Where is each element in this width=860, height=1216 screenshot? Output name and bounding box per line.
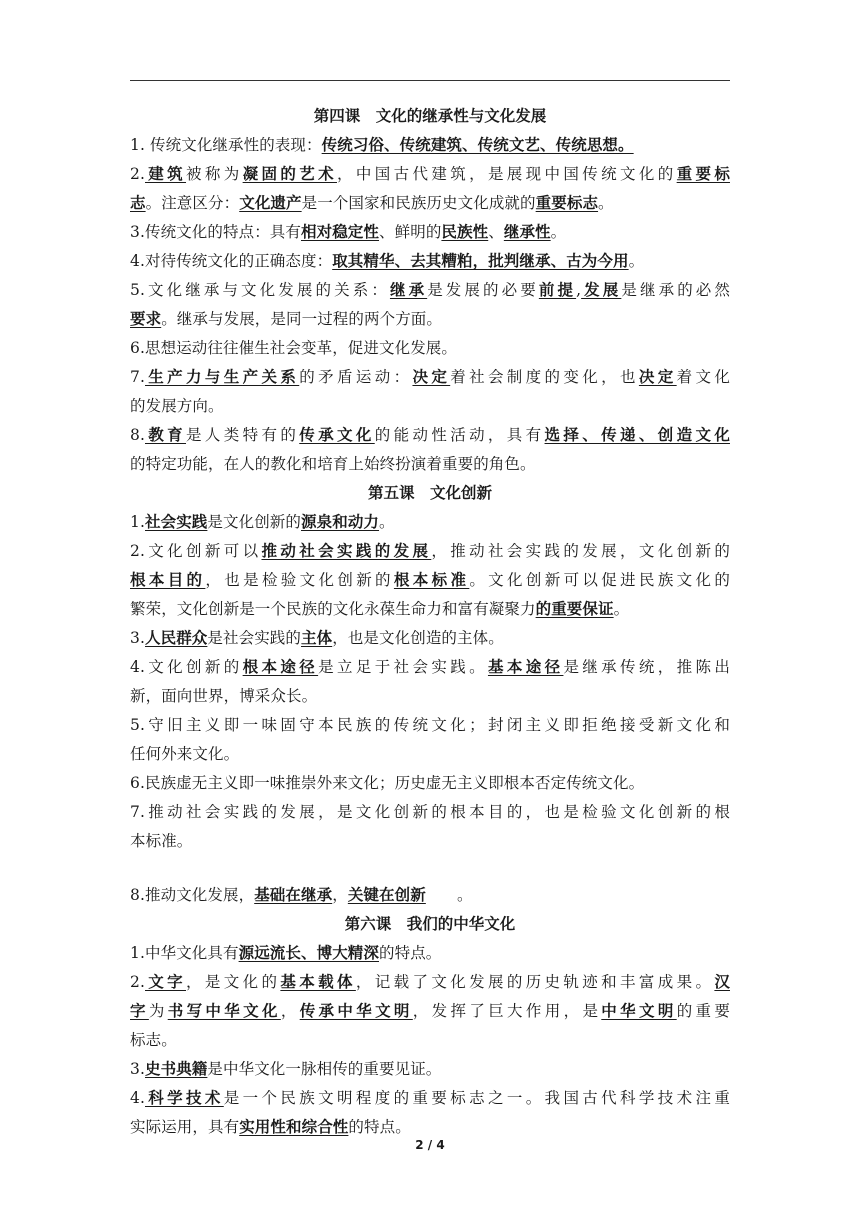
- key-term: 生产力与生产关系: [145, 368, 300, 386]
- body-text: 8.推动文化发展，: [130, 886, 255, 904]
- body-text: 7.推动社会实践的发展，是文化创新的根本目的，也是检验文化创新的根: [130, 803, 730, 821]
- key-term: 史书典籍: [145, 1060, 208, 1078]
- lesson-title: 第六课 我们的中华文化: [344, 915, 516, 933]
- key-term: 基本途径: [487, 658, 564, 676]
- body-text: 本标准。: [130, 832, 193, 850]
- body-text: 的特定功能，在人的教化和培育上始终扮演着重要的角色。: [130, 455, 536, 473]
- body-text: 是一个国家和民族历史文化成就的: [301, 194, 536, 212]
- body-text: 的能动性活动，具有: [374, 426, 545, 444]
- text-line: [130, 363, 730, 392]
- body-text: 是文化创新的: [207, 513, 302, 531]
- body-text: 。注意区分：: [145, 194, 240, 212]
- lesson-title: 第四课 文化的继承性与文化发展: [313, 107, 547, 125]
- body-text: 7.: [130, 368, 145, 386]
- body-text: 任何外来文化。: [130, 745, 240, 763]
- page-number: 2 / 4: [415, 1138, 445, 1152]
- blank-line: [130, 856, 730, 881]
- key-term: 决定: [412, 368, 451, 386]
- text-line: [130, 305, 730, 334]
- body-text: 4.: [130, 1089, 145, 1107]
- body-text: ，: [332, 886, 348, 904]
- body-text: 。文化创新可以促进民族文化的: [469, 571, 730, 589]
- body-text: 。: [628, 252, 645, 270]
- lesson-title: 第五课 文化创新: [367, 484, 492, 502]
- text-line: [130, 1084, 730, 1113]
- key-term: 的重要保证: [535, 600, 614, 618]
- body-text: 3.传统文化的特点：具有: [130, 223, 301, 241]
- body-text: 。继承与发展，是同一过程的两个方面。: [161, 310, 443, 328]
- key-term: 传统习俗、传统建筑、传统文艺、传统思想。: [321, 136, 634, 154]
- body-text: 2.: [130, 973, 145, 991]
- body-text: 1. 传统文化继承性的表现：: [130, 136, 322, 154]
- body-text: 6.思想运动往往催生社会变革，促进文化发展。: [130, 339, 457, 357]
- key-term: 汉: [714, 973, 730, 991]
- text-line: [130, 881, 730, 910]
- key-term: 继承: [389, 281, 428, 299]
- text-line: [130, 798, 730, 827]
- text-line: [130, 276, 730, 305]
- body-text: 是一个民族文明程度的重要标志之一。我国古代科学技术注重: [223, 1089, 730, 1107]
- text-line: [130, 624, 730, 653]
- text-line: [130, 1055, 730, 1084]
- body-text: ，也是检验文化创新的: [205, 571, 394, 589]
- text-line: [130, 711, 730, 740]
- body-text: ，记载了文化发展的历史轨迹和丰富成果。: [355, 973, 715, 991]
- key-term: 发展: [581, 281, 622, 299]
- key-term: 重要标: [676, 165, 730, 183]
- body-text: 新，面向世界，博采众长。: [130, 687, 318, 705]
- text-line: [130, 740, 730, 769]
- body-text: 2.: [130, 165, 145, 183]
- text-line: [130, 450, 730, 479]
- key-term: 继承性: [503, 223, 551, 241]
- body-text: 。: [550, 223, 567, 241]
- key-term: 传承中华文明: [299, 1002, 413, 1020]
- key-term: 根本途径: [242, 658, 319, 676]
- key-term: 传承文化: [299, 426, 375, 444]
- text-line: [130, 537, 730, 566]
- body-text: 5.文化继承与文化发展的关系：: [130, 281, 390, 299]
- key-term: 基本载体: [280, 973, 356, 991]
- text-line: [130, 682, 730, 711]
- body-text: 2.文化创新可以: [130, 542, 262, 560]
- text-line: [130, 653, 730, 682]
- key-term: 凝固的艺术: [242, 165, 337, 183]
- body-text: 是立足于社会实践。: [318, 658, 488, 676]
- key-term: 社会实践: [145, 513, 208, 531]
- key-term: 选择、传递、创造文化: [544, 426, 730, 444]
- body-text: 为: [148, 1002, 168, 1020]
- key-term: 志: [130, 194, 146, 212]
- text-line: [130, 827, 730, 856]
- key-term: 前提: [538, 281, 577, 299]
- text-line: [130, 508, 730, 537]
- key-term: 决定: [638, 368, 677, 386]
- body-text: 着文化: [676, 368, 730, 386]
- text-line: [130, 334, 730, 363]
- body-text: 是人类特有的: [186, 426, 300, 444]
- body-text: ，中国古代建筑，是展现中国传统文化的: [336, 165, 677, 183]
- body-text: 是继承传统，推陈出: [563, 658, 730, 676]
- body-text: ，: [280, 1002, 300, 1020]
- body-text: 。: [613, 600, 630, 618]
- body-text: 5.守旧主义即一味固守本民族的传统文化；封闭主义即拒绝接受新文化和: [130, 716, 730, 734]
- text-line: [130, 1026, 730, 1055]
- key-term: 源泉和动力: [301, 513, 380, 531]
- key-term: 主体: [301, 629, 333, 647]
- key-term: 教育: [145, 426, 187, 444]
- body-text: 着社会制度的变化，也: [450, 368, 639, 386]
- body-text: 的特点。: [348, 1118, 411, 1136]
- text-line: [130, 595, 730, 624]
- text-line: [130, 566, 730, 595]
- body-text: 的特点。: [379, 944, 442, 962]
- key-term: 中华文明: [601, 1002, 677, 1020]
- key-term: 取其精华、去其糟粕，批判继承、古为今用: [332, 252, 629, 270]
- key-term: 相对稳定性: [301, 223, 380, 241]
- body-text: 6.民族虚无主义即一味推崇外来文化；历史虚无主义即根本否定传统文化。: [130, 774, 645, 792]
- body-text: ，是文化的: [186, 973, 281, 991]
- body-text: 标志。: [130, 1031, 177, 1049]
- body-text: 8.: [130, 426, 145, 444]
- body-text: 。: [598, 194, 614, 212]
- key-term: 字: [130, 1002, 149, 1020]
- key-term: 书写中华文化: [167, 1002, 281, 1020]
- key-term: 文化遗产: [239, 194, 302, 212]
- text-line: [130, 939, 730, 968]
- body-text: 1.: [130, 513, 145, 531]
- body-text: ，也是文化创造的主体。: [332, 629, 504, 647]
- text-line: [130, 421, 730, 450]
- body-text: 1.中华文化具有: [130, 944, 239, 962]
- key-term: 推动社会实践的发展: [261, 542, 432, 560]
- text-line: [130, 160, 730, 189]
- text-line: [130, 997, 730, 1026]
- body-text: 。: [425, 886, 473, 904]
- body-text: 是继承的必然: [621, 281, 730, 299]
- key-term: 民族性: [441, 223, 489, 241]
- key-term: 实用性和综合性: [239, 1118, 349, 1136]
- body-text: 。: [379, 513, 395, 531]
- text-line: [130, 131, 730, 160]
- key-term: 根本标准: [393, 571, 470, 589]
- body-text: 是发展的必要: [427, 281, 539, 299]
- body-text: 是中华文化一脉相传的重要见证。: [207, 1060, 442, 1078]
- text-line: [130, 189, 730, 218]
- text-line: [130, 968, 730, 997]
- body-text: 、鲜明的: [379, 223, 442, 241]
- key-term: 文字: [145, 973, 187, 991]
- key-term: 重要标志: [535, 194, 599, 212]
- body-text: 、: [488, 223, 504, 241]
- key-term: 根本目的: [130, 571, 206, 589]
- body-text: ，发挥了巨大作用，是: [412, 1002, 602, 1020]
- key-term: 基础在继承: [254, 886, 333, 904]
- text-line: [130, 392, 730, 421]
- body-text: 的重要: [676, 1002, 730, 1020]
- key-term: 要求: [130, 310, 162, 328]
- text-line: [130, 247, 730, 276]
- body-text: 4.对待传统文化的正确态度：: [130, 252, 333, 270]
- key-term: 科学技术: [145, 1089, 224, 1107]
- body-text: ，推动社会实践的发展，文化创新的: [431, 542, 730, 560]
- text-line: [130, 769, 730, 798]
- body-text: 的矛盾运动：: [299, 368, 413, 386]
- key-term: 源远流长、博大精深: [238, 944, 379, 962]
- body-text: 是社会实践的: [207, 629, 302, 647]
- body-text: 4.文化创新的: [130, 658, 243, 676]
- body-text: 实际运用，具有: [130, 1118, 240, 1136]
- key-term: 人民群众: [145, 629, 208, 647]
- key-term: 关键在创新: [347, 886, 426, 904]
- body-text: 3.: [130, 1060, 145, 1078]
- key-term: 建筑: [145, 165, 187, 183]
- body-text: 的发展方向。: [130, 397, 224, 415]
- body-text: 被称为: [186, 165, 243, 183]
- body-text: ,: [576, 281, 582, 299]
- text-line: [130, 218, 730, 247]
- body-text: 3.: [130, 629, 145, 647]
- document-body: [130, 102, 730, 1142]
- header-rule: [130, 80, 730, 81]
- body-text: 繁荣，文化创新是一个民族的文化永葆生命力和富有凝聚力: [130, 600, 536, 618]
